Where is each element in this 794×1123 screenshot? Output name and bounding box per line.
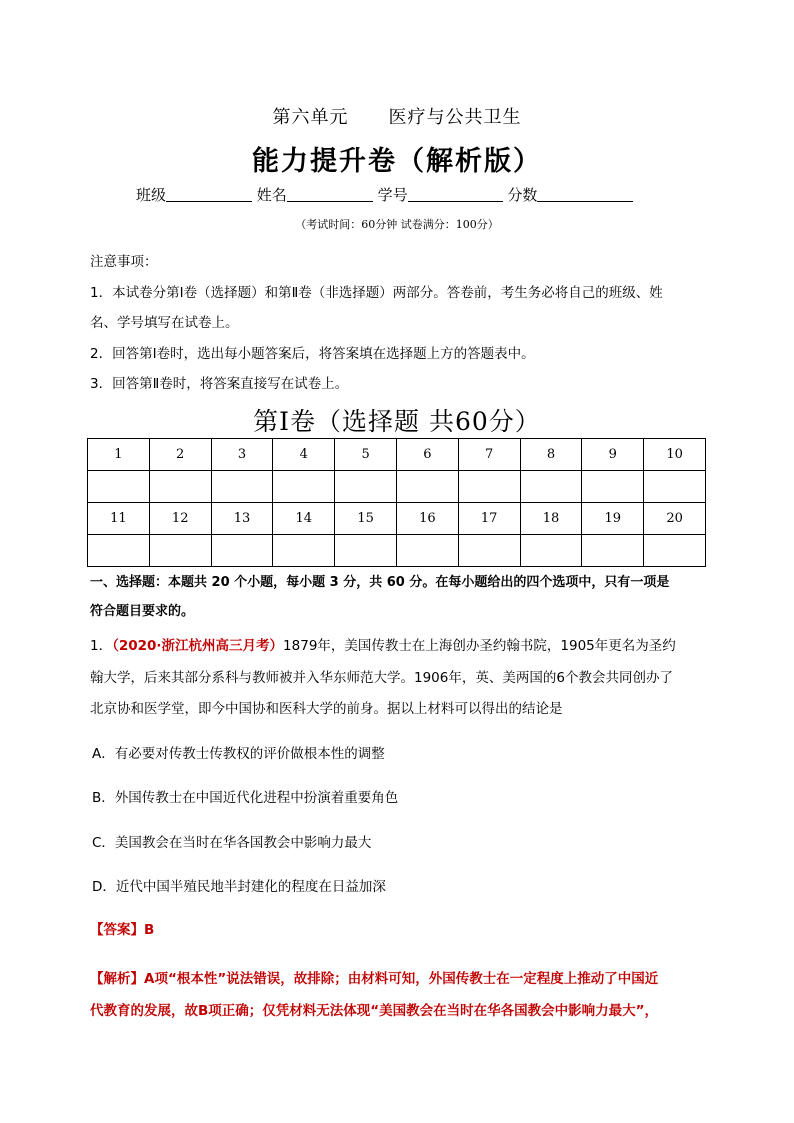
answer-cell[interactable] <box>149 471 211 503</box>
table-cell: 17 <box>458 503 520 535</box>
notes-heading: 注意事项： <box>90 254 158 270</box>
table-cell: 1 <box>88 439 150 471</box>
class-label: 班级 <box>136 186 167 204</box>
answer-cell[interactable] <box>273 471 335 503</box>
answer-cell[interactable] <box>88 471 150 503</box>
table-cell: 6 <box>396 439 458 471</box>
note-item-3: 3．回答第Ⅱ卷时，将答案直接写在试卷上。 <box>90 376 349 392</box>
question-number: 1． <box>90 638 113 654</box>
answer-cell[interactable] <box>520 535 582 567</box>
table-cell: 12 <box>149 503 211 535</box>
answer-table-header-row-1 <box>88 439 706 471</box>
answer-cell[interactable] <box>335 535 397 567</box>
answer-table-header-row-2 <box>88 503 706 535</box>
question-source: （2020·浙江杭州高三月考） <box>112 638 284 654</box>
instructions-line-2: 符合题目要求的。 <box>90 604 195 619</box>
table-cell: 4 <box>273 439 335 471</box>
option-b[interactable]: B．外国传教士在中国近代化进程中扮演着重要角色 <box>92 790 399 806</box>
note-item-2: 2．回答第Ⅰ卷时，选出每小题答案后，将答案填在选择题上方的答题表中。 <box>90 346 535 362</box>
table-cell: 9 <box>582 439 644 471</box>
answer-table <box>87 438 706 567</box>
student-info-line <box>136 184 633 205</box>
note-item-1-line-2: 名、学号填写在试卷上。 <box>90 315 239 331</box>
name-label: 姓名 <box>256 186 287 204</box>
unit-topic: 医疗与公共卫生 <box>388 107 522 128</box>
table-cell: 3 <box>211 439 273 471</box>
answer-cell[interactable] <box>211 535 273 567</box>
note-item-1-line-1: 1．本试卷分第Ⅰ卷（选择题）和第Ⅱ卷（非选择题）两部分。答卷前，考生务必将自己的班级、姓 <box>90 285 663 301</box>
answer-table-blank-row-2 <box>88 535 706 567</box>
unit-title <box>0 103 794 129</box>
table-cell: 15 <box>335 503 397 535</box>
answer-table-blank-row-1 <box>88 471 706 503</box>
answer-cell[interactable] <box>273 535 335 567</box>
question-text: 1879年，美国传教士在上海创办圣约翰书院，1905年更名为圣约 <box>283 638 676 654</box>
table-cell: 11 <box>88 503 150 535</box>
table-cell: 20 <box>644 503 706 535</box>
name-blank <box>287 187 373 202</box>
answer-cell[interactable] <box>520 471 582 503</box>
table-cell: 8 <box>520 439 582 471</box>
id-label: 学号 <box>377 186 408 204</box>
time-note: （考试时间：60分钟 试卷满分：100分） <box>295 218 499 231</box>
answer-cell[interactable] <box>335 471 397 503</box>
answer-cell[interactable] <box>582 471 644 503</box>
score-blank <box>537 187 633 202</box>
answer-cell[interactable] <box>396 535 458 567</box>
id-blank <box>408 187 503 202</box>
table-cell: 2 <box>149 439 211 471</box>
answer-cell[interactable] <box>458 535 520 567</box>
table-cell: 18 <box>520 503 582 535</box>
table-cell: 14 <box>273 503 335 535</box>
page-title: 能力提升卷（解析版） <box>252 146 542 177</box>
answer-cell[interactable] <box>644 535 706 567</box>
option-a[interactable]: A．有必要对传教士传教权的评价做根本性的调整 <box>92 746 385 762</box>
table-cell: 13 <box>211 503 273 535</box>
question-1-line-3: 北京协和医学堂，即今中国协和医科大学的前身。据以上材料可以得出的结论是 <box>90 701 563 717</box>
table-cell: 10 <box>644 439 706 471</box>
question-1-line-1 <box>90 634 676 654</box>
explanation-line-2: 代教育的发展，故B项正确；仅凭材料无法体现“美国教会在当时在华各国教会中影响力最大”， <box>90 1003 659 1019</box>
answer-cell[interactable] <box>644 471 706 503</box>
explanation-line-1: 【解析】A项“根本性”说法错误，故排除；由材料可知，外国传教士在一定程度上推动了中国近 <box>90 971 659 987</box>
table-cell: 5 <box>335 439 397 471</box>
section-title: 第Ⅰ卷（选择题 共60分） <box>253 407 541 436</box>
answer-cell[interactable] <box>211 471 273 503</box>
option-c[interactable]: C．美国教会在当时在华各国教会中影响力最大 <box>92 835 372 851</box>
question-1-line-2: 翰大学，后来其部分系科与教师被并入华东师范大学。1906年，英、美两国的6个教会共同创办了 <box>90 670 673 686</box>
answer-cell[interactable] <box>88 535 150 567</box>
answer-label: 【答案】B <box>90 922 155 938</box>
table-cell: 19 <box>582 503 644 535</box>
answer-cell[interactable] <box>582 535 644 567</box>
table-cell: 7 <box>458 439 520 471</box>
answer-cell[interactable] <box>396 471 458 503</box>
class-blank <box>166 187 252 202</box>
option-d[interactable]: D．近代中国半殖民地半封建化的程度在日益加深 <box>92 879 386 895</box>
answer-cell[interactable] <box>458 471 520 503</box>
table-cell: 16 <box>396 503 458 535</box>
answer-cell[interactable] <box>149 535 211 567</box>
score-label: 分数 <box>507 186 538 204</box>
unit-number: 第六单元 <box>272 107 349 128</box>
instructions-line-1: 一、选择题：本题共 20 个小题，每小题 3 分，共 60 分。在每小题给出的四个选项中，只有一项是 <box>90 575 670 590</box>
